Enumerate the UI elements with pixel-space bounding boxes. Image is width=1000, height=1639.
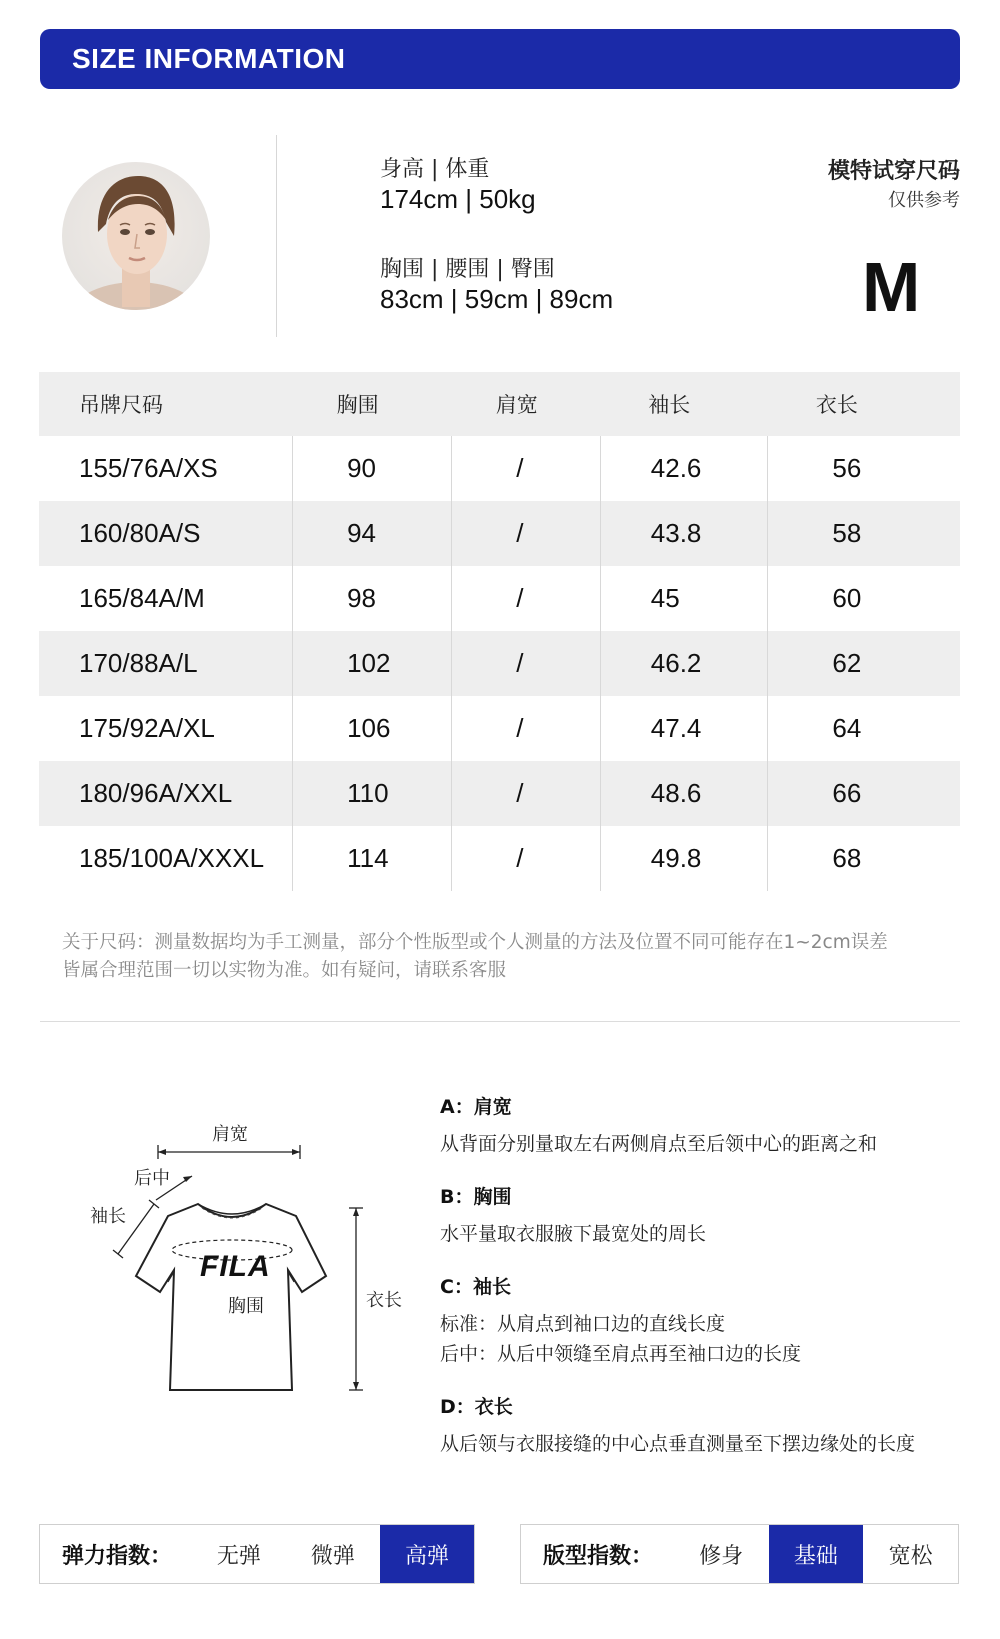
cell-sleeve: 48.6: [600, 761, 768, 826]
table-row: [39, 631, 960, 696]
definition-shoulder: [440, 1092, 960, 1159]
height-weight-value: 174cm | 50kg: [380, 184, 536, 214]
diagram-label-length: 衣长: [366, 1290, 402, 1311]
header-shoulder: 肩宽: [452, 372, 601, 436]
cell-chest: 90: [293, 436, 452, 501]
cell-tag-size: 155/76A/XS: [79, 453, 218, 483]
measurement-note-line-1: 关于尺码：测量数据均为手工测量，部分个性版型或个人测量的方法及位置不同可能存在1~2cm误差: [62, 932, 888, 953]
section-divider: [40, 1021, 960, 1022]
cell-shoulder: /: [452, 566, 601, 631]
model-try-size-title: 模特试穿尺码: [827, 159, 960, 184]
cell-tag-size: 175/92A/XL: [79, 713, 215, 743]
definition-sleeve: [440, 1272, 960, 1369]
cell-shoulder: /: [452, 631, 601, 696]
table-row: [39, 761, 960, 826]
table-row: [39, 501, 960, 566]
cell-length: 66: [768, 761, 960, 826]
cell-sleeve: 47.4: [600, 696, 768, 761]
cell-chest: 110: [293, 761, 452, 826]
table-row: [39, 826, 960, 891]
header-chest: 胸围: [293, 372, 452, 436]
cell-chest: 114: [293, 826, 452, 891]
cell-length: 62: [768, 631, 960, 696]
cell-sleeve: 42.6: [600, 436, 768, 501]
header-length: 衣长: [768, 372, 960, 436]
diagram-label-chest: 胸围: [228, 1296, 264, 1317]
cell-length: 60: [768, 566, 960, 631]
elasticity-label: 弹力指数：: [62, 1543, 173, 1569]
banner-title: SIZE INFORMATION: [72, 43, 346, 74]
cell-shoulder: /: [452, 826, 601, 891]
definition-text: 标准：从肩点到袖口边的直线长度: [440, 1313, 726, 1335]
model-try-size: M: [862, 248, 921, 326]
definition-length: [440, 1392, 960, 1459]
header-sleeve: 袖长: [600, 372, 768, 436]
definition-title: C：袖长: [440, 1276, 511, 1298]
definition-text: 从后领与衣服接缝的中心点垂直测量至下摆边缘处的长度: [440, 1433, 916, 1455]
fit-option-loose: 宽松: [888, 1543, 933, 1569]
model-divider: [276, 135, 277, 337]
table-row: [39, 436, 960, 501]
size-table-header: [39, 372, 960, 436]
cell-sleeve: 49.8: [600, 826, 768, 891]
table-row: [39, 566, 960, 631]
cell-chest: 98: [293, 566, 452, 631]
definition-title: B：胸围: [440, 1186, 512, 1208]
cell-sleeve: 45: [600, 566, 768, 631]
cell-length: 58: [768, 501, 960, 566]
size-table: [39, 372, 960, 891]
height-weight-label: 身高 | 体重: [380, 157, 490, 182]
elasticity-option-none: 无弹: [216, 1543, 261, 1569]
cell-shoulder: /: [452, 696, 601, 761]
definition-title: D：衣长: [440, 1396, 513, 1418]
diagram-label-shoulder: 肩宽: [212, 1124, 248, 1145]
fit-label: 版型指数：: [543, 1543, 654, 1569]
cell-tag-size: 170/88A/L: [39, 631, 293, 696]
header-tag-size: 吊牌尺码: [39, 372, 293, 436]
table-row: [39, 696, 960, 761]
definition-text: 后中：从后中领缝至肩点再至袖口边的长度: [440, 1343, 802, 1365]
measurements-label: 胸围 | 腰围 | 臀围: [380, 257, 555, 282]
fit-index: [520, 1524, 959, 1584]
elasticity-index: [39, 1524, 475, 1584]
cell-tag-size: 185/100A/XXXL: [79, 843, 265, 873]
definition-chest: [440, 1182, 960, 1249]
cell-shoulder: /: [452, 436, 601, 501]
measurements-value: 83cm | 59cm | 89cm: [380, 284, 614, 314]
cell-sleeve: 46.2: [600, 631, 768, 696]
cell-tag-size: 160/80A/S: [39, 501, 293, 566]
size-information-banner: [40, 29, 960, 89]
definition-title: A：肩宽: [440, 1096, 512, 1118]
fila-logo: FILA: [200, 1250, 271, 1283]
elasticity-option-high: 高弹: [380, 1525, 474, 1583]
cell-chest: 106: [293, 696, 452, 761]
fit-option-regular: 基础: [769, 1525, 864, 1583]
cell-tag-size: 165/84A/M: [79, 583, 205, 613]
tshirt-diagram: [70, 1100, 430, 1420]
definition-text: 从背面分别量取左右两侧肩点至后领中心的距离之和: [440, 1133, 878, 1155]
fit-option-slim: 修身: [699, 1543, 744, 1569]
cell-shoulder: /: [452, 761, 601, 826]
measurement-note-line-2: 皆属合理范围一切以实物为准。如有疑问，请联系客服: [62, 960, 507, 981]
cell-length: 64: [768, 696, 960, 761]
model-try-size-note: 仅供参考: [888, 190, 960, 211]
elasticity-option-slight: 微弹: [310, 1543, 355, 1569]
model-face-icon: [62, 162, 210, 310]
model-avatar: [62, 162, 210, 310]
diagram-label-sleeve: 袖长: [90, 1206, 126, 1227]
cell-length: 56: [768, 436, 960, 501]
cell-chest: 94: [293, 501, 452, 566]
cell-shoulder: /: [452, 501, 601, 566]
cell-sleeve: 43.8: [600, 501, 768, 566]
cell-tag-size: 180/96A/XXL: [39, 761, 293, 826]
diagram-label-back-center: 后中: [134, 1168, 170, 1189]
cell-length: 68: [768, 826, 960, 891]
cell-chest: 102: [293, 631, 452, 696]
definition-text: 水平量取衣服腋下最宽处的周长: [440, 1223, 707, 1245]
